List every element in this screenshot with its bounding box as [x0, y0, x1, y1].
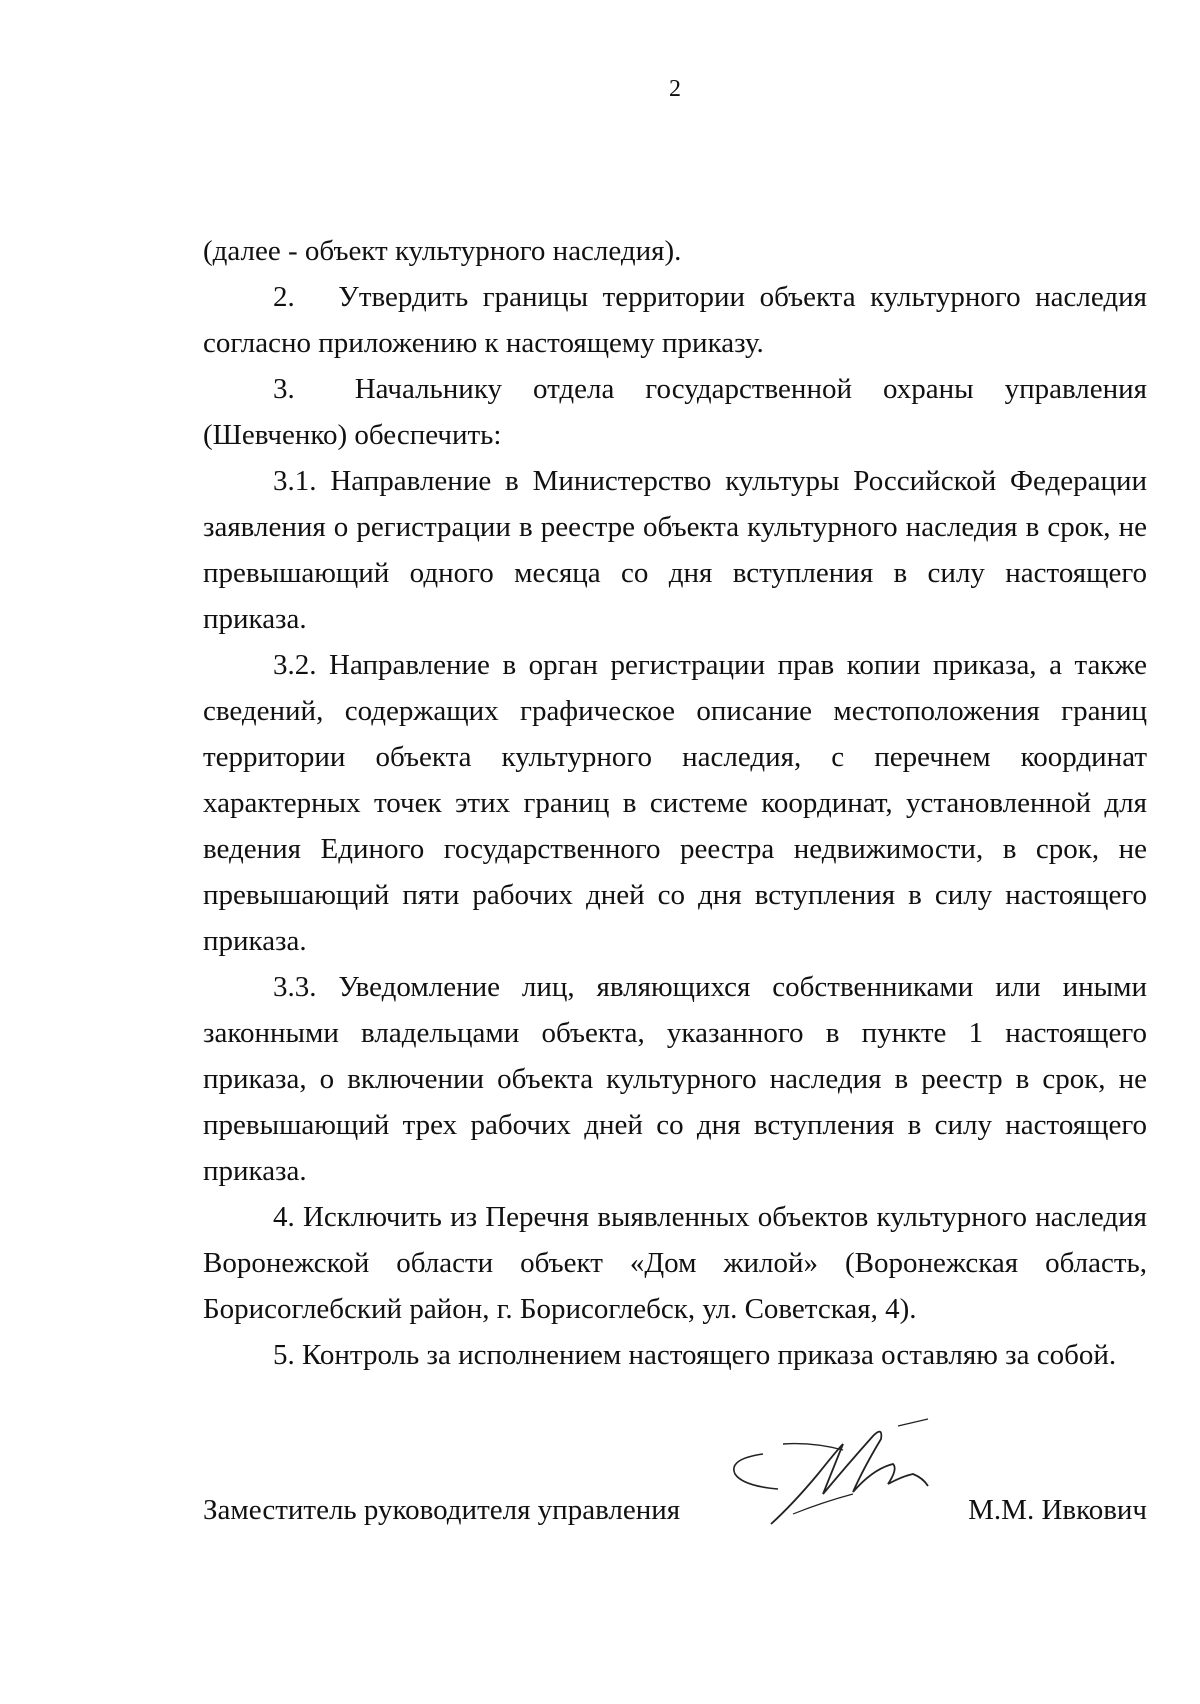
signature-block [203, 1474, 1147, 1534]
signer-name: М.М. Ивкович [968, 1494, 1147, 1526]
paragraph-item-3-2: 3.2. Направление в орган регистрации прав копии приказа, а также сведений, содержащих графическое описание местоположения границ территории объекта культурного наследия, с перечнем координат характерных точек этих границ в системе координат, установленной для ведения Единого государственного реестра недвижимости, в срок, не превышающий пяти рабочих дней со дня вступления в силу настоящего приказа. [203, 649, 1147, 957]
paragraph-continuation: (далее - объект культурного наследия). [203, 235, 682, 267]
handwritten-signature [723, 1414, 953, 1544]
paragraph-item-3: 3. Начальнику отдела государственной охраны управления (Шевченко) обеспечить: [203, 373, 1147, 451]
paragraph-item-3-3: 3.3. Уведомление лиц, являющихся собственниками или иными законными владельцами объекта, указанного в пункте 1 настоящего приказа, о включении объекта культурного наследия в реестр в срок, не превышающий трех рабочих дней со дня вступления в силу настоящего приказа. [203, 971, 1147, 1187]
paragraph-item-3-1: 3.1. Направление в Министерство культуры Российской Федерации заявления о регистрации в реестре объекта культурного наследия в срок, не превышающий одного месяца со дня вступления в силу настоящего приказа. [203, 465, 1147, 635]
signer-title: Заместитель руководителя управления [203, 1494, 681, 1526]
paragraph-item-4: 4. Исключить из Перечня выявленных объектов культурного наследия Воронежской области объект «Дом жилой» (Воронежская область, Борисоглебский район, г. Борисоглебск, ул. Советская, 4). [203, 1201, 1147, 1325]
paragraph-item-5: 5. Контроль за исполнением настоящего приказа оставляю за собой. [273, 1339, 1117, 1371]
paragraph-item-2: 2. Утвердить границы территории объекта культурного наследия согласно приложению к настоящему приказу. [203, 281, 1147, 359]
document-body [203, 228, 1147, 1378]
page-number: 2 [669, 76, 681, 102]
